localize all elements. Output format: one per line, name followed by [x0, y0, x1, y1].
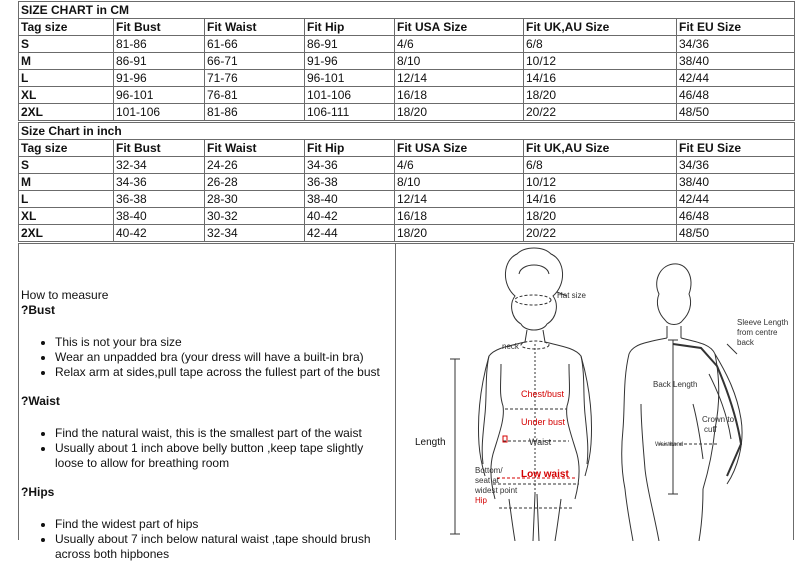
inch-value-cell: 16/18	[395, 208, 524, 225]
inch-tag-size-cell: L	[19, 191, 114, 208]
inch-header-cell: Fit UK,AU Size	[524, 140, 677, 157]
inch-table-row	[19, 174, 795, 191]
cm-value-cell: 106-111	[305, 104, 395, 121]
measure-bullet-list	[21, 335, 393, 380]
inch-header-cell: Fit USA Size	[395, 140, 524, 157]
cm-header-cell: Tag size	[19, 19, 114, 36]
inch-value-cell: 36-38	[114, 191, 205, 208]
crown-to-cuff-line-2: cuff	[704, 425, 717, 434]
cm-tag-size-cell: M	[19, 53, 114, 70]
inch-value-cell: 34-36	[305, 157, 395, 174]
measure-bullet: • Wear an unpadded bra (your dress will have a built-in bra)	[55, 350, 393, 365]
measure-bullet: • Usually about 1 inch above belly button ,keep tape slightly loose to allow for breathing room	[55, 441, 393, 471]
cm-value-cell: 14/16	[524, 70, 677, 87]
cm-value-cell: 18/20	[524, 87, 677, 104]
inch-value-cell: 4/6	[395, 157, 524, 174]
cm-header-cell: Fit Bust	[114, 19, 205, 36]
inch-table-title: Size Chart in inch	[19, 123, 795, 140]
inch-header-cell: Fit Waist	[205, 140, 305, 157]
inch-table-row	[19, 225, 795, 242]
inch-value-cell: 36-38	[305, 174, 395, 191]
inch-value-cell: 28-30	[205, 191, 305, 208]
cm-value-cell: 8/10	[395, 53, 524, 70]
cm-value-cell: 81-86	[205, 104, 305, 121]
cm-header-cell: Fit Waist	[205, 19, 305, 36]
cm-header-cell: Fit Hip	[305, 19, 395, 36]
waist-label: Waist	[529, 437, 552, 447]
cm-value-cell: 66-71	[205, 53, 305, 70]
cm-value-cell: 101-106	[305, 87, 395, 104]
measure-instructions	[21, 288, 393, 562]
inch-value-cell: 14/16	[524, 191, 677, 208]
low-waist-label: Low waist	[521, 469, 569, 480]
inch-value-cell: 6/8	[524, 157, 677, 174]
inch-value-cell: 34-36	[114, 174, 205, 191]
crown-to-cuff-line-1: Crown to	[702, 415, 735, 424]
cm-value-cell: 20/22	[524, 104, 677, 121]
inch-tag-size-cell: 2XL	[19, 225, 114, 242]
waistband-label: Waistband	[655, 442, 684, 448]
cm-value-cell: 12/14	[395, 70, 524, 87]
cm-value-cell: 101-106	[114, 104, 205, 121]
panel-divider	[395, 244, 396, 540]
cm-table-header-row	[19, 19, 795, 36]
measure-section-title: ?Bust	[21, 303, 55, 317]
chest-bust-label: Chest/bust	[521, 389, 565, 399]
sleeve-length-line-1: Sleeve Length	[737, 318, 789, 327]
cm-value-cell: 38/40	[677, 53, 795, 70]
cm-value-cell: 46/48	[677, 87, 795, 104]
measure-section-title: ?Hips	[21, 485, 55, 499]
inch-value-cell: 12/14	[395, 191, 524, 208]
length-label: Length	[415, 437, 446, 448]
body-measurement-illustration	[397, 244, 793, 541]
cm-tag-size-cell: L	[19, 70, 114, 87]
inch-tag-size-cell: S	[19, 157, 114, 174]
inch-value-cell: 32-34	[114, 157, 205, 174]
sleeve-length-line-2: from centre	[737, 328, 778, 337]
inch-value-cell: 18/20	[395, 225, 524, 242]
measure-bullet-list	[21, 426, 393, 471]
cm-value-cell: 61-66	[205, 36, 305, 53]
inch-value-cell: 38-40	[114, 208, 205, 225]
cm-table-row	[19, 53, 795, 70]
back-figure	[557, 264, 742, 541]
hat-size-label: Hat size	[557, 291, 586, 300]
cm-tag-size-cell: XL	[19, 87, 114, 104]
inch-value-cell: 26-28	[205, 174, 305, 191]
cm-value-cell: 42/44	[677, 70, 795, 87]
inch-value-cell: 40-42	[114, 225, 205, 242]
measure-bullet: • Find the natural waist, this is the smallest part of the waist	[55, 426, 393, 441]
cm-size-table	[18, 1, 795, 121]
cm-table-title: SIZE CHART in CM	[19, 2, 795, 19]
inch-value-cell: 10/12	[524, 174, 677, 191]
inch-value-cell: 40-42	[305, 208, 395, 225]
measure-section-title: ?Waist	[21, 394, 60, 408]
cm-table-row	[19, 104, 795, 121]
neck-label: neck	[502, 342, 519, 351]
measure-intro: How to measure	[21, 288, 109, 302]
inch-header-cell: Fit EU Size	[677, 140, 795, 157]
inch-value-cell: 48/50	[677, 225, 795, 242]
cm-value-cell: 71-76	[205, 70, 305, 87]
cm-value-cell: 96-101	[305, 70, 395, 87]
hip-label: Hip	[475, 496, 488, 505]
cm-value-cell: 34/36	[677, 36, 795, 53]
cm-table-row	[19, 70, 795, 87]
cm-value-cell: 86-91	[114, 53, 205, 70]
inch-table-title-row	[19, 123, 795, 140]
cm-value-cell: 16/18	[395, 87, 524, 104]
how-to-measure-panel	[18, 243, 794, 561]
cm-value-cell: 18/20	[395, 104, 524, 121]
inch-header-cell: Tag size	[19, 140, 114, 157]
cm-value-cell: 6/8	[524, 36, 677, 53]
cm-value-cell: 4/6	[395, 36, 524, 53]
measurement-figure	[397, 244, 793, 541]
inch-value-cell: 38-40	[305, 191, 395, 208]
inch-tag-size-cell: M	[19, 174, 114, 191]
sleeve-length-line-3: back	[737, 338, 754, 347]
cm-value-cell: 81-86	[114, 36, 205, 53]
inch-value-cell: 42/44	[677, 191, 795, 208]
inch-value-cell: 30-32	[205, 208, 305, 225]
measure-bullet: • Usually about 7 inch below natural waist ,tape should brush across both hipbones	[55, 532, 393, 562]
inch-value-cell: 20/22	[524, 225, 677, 242]
cm-header-cell: Fit UK,AU Size	[524, 19, 677, 36]
inch-header-cell: Fit Hip	[305, 140, 395, 157]
inch-value-cell: 8/10	[395, 174, 524, 191]
inch-table-header-row	[19, 140, 795, 157]
cm-value-cell: 86-91	[305, 36, 395, 53]
cm-value-cell: 91-96	[305, 53, 395, 70]
inch-table-row	[19, 157, 795, 174]
under-bust-label: Under bust	[521, 417, 566, 427]
cm-header-cell: Fit USA Size	[395, 19, 524, 36]
cm-value-cell: 91-96	[114, 70, 205, 87]
inch-value-cell: 42-44	[305, 225, 395, 242]
bottom-seat-line-2: seat at	[475, 476, 500, 485]
cm-table-row	[19, 87, 795, 104]
cm-value-cell: 96-101	[114, 87, 205, 104]
inch-size-table	[18, 122, 795, 242]
inch-value-cell: 32-34	[205, 225, 305, 242]
measure-bullet: • This is not your bra size	[55, 335, 393, 350]
cm-header-cell: Fit EU Size	[677, 19, 795, 36]
cm-table-title-row	[19, 2, 795, 19]
cm-value-cell: 10/12	[524, 53, 677, 70]
inch-value-cell: 38/40	[677, 174, 795, 191]
cm-value-cell: 76-81	[205, 87, 305, 104]
bottom-seat-line-3: widest point	[475, 486, 518, 495]
measure-bullet: • Find the widest part of hips	[55, 517, 393, 532]
inch-value-cell: 34/36	[677, 157, 795, 174]
cm-table-row	[19, 36, 795, 53]
cm-tag-size-cell: 2XL	[19, 104, 114, 121]
inch-value-cell: 18/20	[524, 208, 677, 225]
inch-table-row	[19, 191, 795, 208]
inch-table-row	[19, 208, 795, 225]
back-length-label: Back Length	[653, 380, 698, 389]
measure-bullet: • Relax arm at sides,pull tape across the fullest part of the bust	[55, 365, 393, 380]
cm-value-cell: 48/50	[677, 104, 795, 121]
cm-tag-size-cell: S	[19, 36, 114, 53]
bottom-seat-line-1: Bottom/	[475, 466, 503, 475]
inch-value-cell: 46/48	[677, 208, 795, 225]
inch-value-cell: 24-26	[205, 157, 305, 174]
inch-tag-size-cell: XL	[19, 208, 114, 225]
inch-header-cell: Fit Bust	[114, 140, 205, 157]
